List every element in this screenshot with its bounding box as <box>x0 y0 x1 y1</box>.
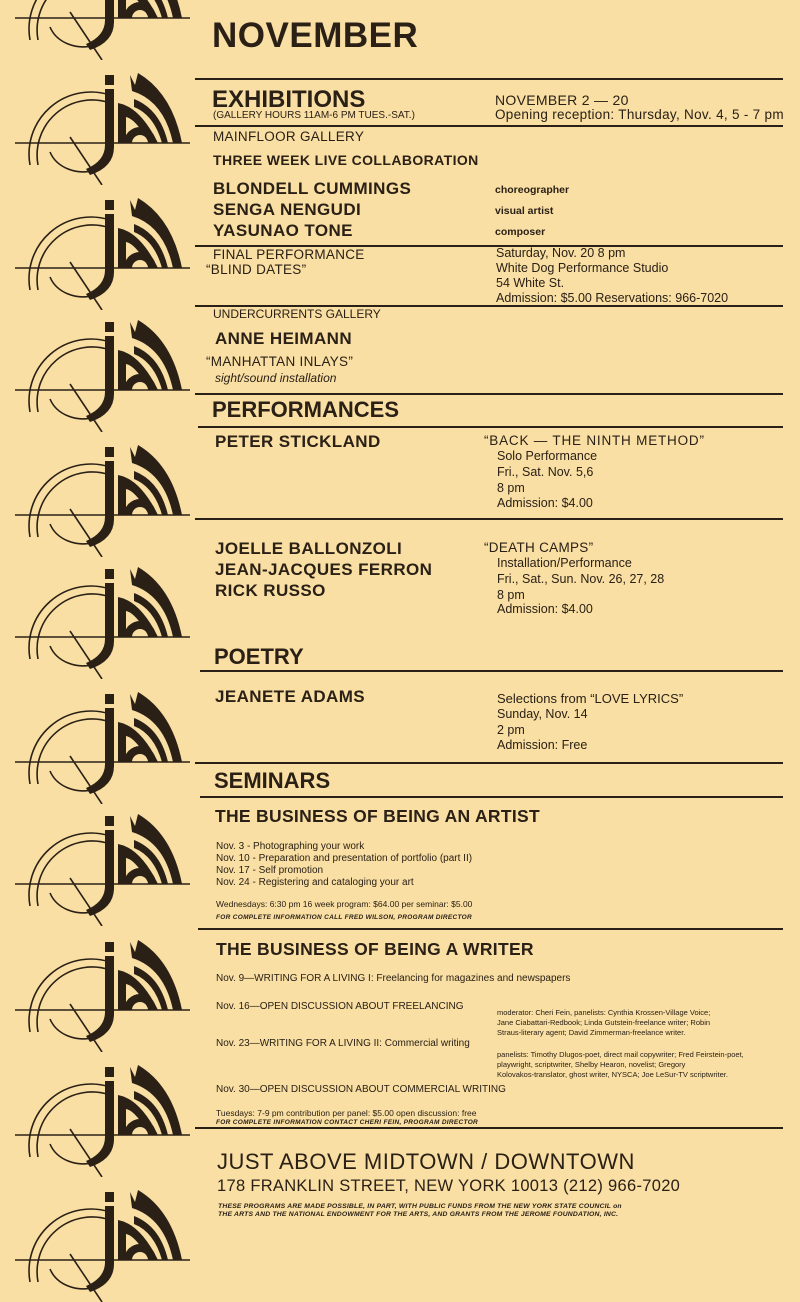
seminar-session: Nov. 9—WRITING FOR A LIVING I: Freelancing for magazines and newspapers <box>216 973 571 984</box>
final-detail: Admission: $5.00 Reservations: 966-7020 <box>496 291 729 305</box>
artist-name: JOELLE BALLONZOLI <box>215 539 403 558</box>
artist-role: visual artist <box>495 205 554 217</box>
seminar-series-title: THE BUSINESS OF BEING A WRITER <box>216 939 534 959</box>
divider <box>200 670 783 672</box>
jam-logo-icon <box>10 922 190 1052</box>
seminar-session: Nov. 16—OPEN DISCUSSION ABOUT FREELANCING <box>216 1001 464 1012</box>
page-title: NOVEMBER <box>212 16 419 55</box>
artist-name: JEANETE ADAMS <box>215 687 366 706</box>
poetry-detail: Admission: Free <box>497 738 588 752</box>
performance-detail: Fri., Sat., Sun. Nov. 26, 27, 28 <box>497 572 665 586</box>
final-performance-title: “BLIND DATES” <box>206 262 307 277</box>
jam-logo-icon <box>10 549 190 679</box>
seminar-session: Nov. 23—WRITING FOR A LIVING II: Commercial writing <box>216 1038 470 1049</box>
collaboration-title: THREE WEEK LIVE COLLABORATION <box>213 152 479 168</box>
section-title-poetry: POETRY <box>214 644 304 669</box>
section-title-performances: PERFORMANCES <box>212 397 400 422</box>
divider <box>198 426 783 428</box>
funding-line: THESE PROGRAMS ARE MADE POSSIBLE, IN PART, WITH PUBLIC FUNDS FROM THE NEW YORK STATE COUNCIL on <box>218 1203 622 1210</box>
jam-logo-icon <box>10 0 190 60</box>
artist-role: choreographer <box>495 184 570 196</box>
jam-logo-icon <box>10 180 190 310</box>
seminar-series-title: THE BUSINESS OF BEING AN ARTIST <box>215 806 540 826</box>
divider <box>195 125 783 127</box>
artist-name: BLONDELL CUMMINGS <box>213 179 412 198</box>
divider <box>195 762 783 764</box>
seminar-contact: FOR COMPLETE INFORMATION CONTACT CHERI FEIN, PROGRAM DIRECTOR <box>216 1119 479 1126</box>
final-detail: Saturday, Nov. 20 8 pm <box>496 246 626 260</box>
funding-credit <box>218 1203 622 1219</box>
artist-role: composer <box>495 226 546 238</box>
jam-logo-icon <box>10 55 190 185</box>
seminar-contact: FOR COMPLETE INFORMATION CALL FRED WILSON, PROGRAM DIRECTOR <box>216 914 473 921</box>
divider <box>195 1127 783 1129</box>
panel-info: Jane Ciabattari-Redbook; Linda Gutstein-freelance writer; Robin <box>497 1018 711 1027</box>
jam-logo-icon <box>10 1172 190 1302</box>
performance-title: “DEATH CAMPS” <box>484 540 594 555</box>
seminar-schedule: Wednesdays: 6:30 pm 16 week program: $64.00 per seminar: $5.00 <box>216 899 473 909</box>
final-performance-label: FINAL PERFORMANCE <box>213 247 365 262</box>
jam-logo-icon <box>10 427 190 557</box>
divider <box>195 78 783 80</box>
jam-logo-icon <box>10 302 190 432</box>
final-detail: 54 White St. <box>496 276 565 290</box>
seminar-session: Nov. 10 - Preparation and presentation of portfolio (part II) <box>216 853 473 864</box>
jam-logo-icon <box>10 796 190 926</box>
performance-detail: 8 pm <box>497 481 525 495</box>
seminar-schedule: Tuesdays: 7-9 pm contribution per panel: $5.00 open discussion: free <box>216 1108 477 1118</box>
artist-name: PETER STICKLAND <box>215 432 381 451</box>
poetry-detail: Selections from “LOVE LYRICS” <box>497 691 684 706</box>
artist-name: RICK RUSSO <box>215 581 326 600</box>
performance-detail: 8 pm <box>497 588 525 602</box>
artist-name: YASUNAO TONE <box>213 221 353 240</box>
installation-type: sight/sound installation <box>215 371 337 385</box>
gallery-hours: (GALLERY HOURS 11AM-6 PM TUES.-SAT.) <box>213 110 415 121</box>
panel-info: Straus-literary agent; David Zimmerman-freelance writer. <box>497 1028 686 1037</box>
jam-logo-icon <box>10 674 190 804</box>
section-title-exhibitions: EXHIBITIONS <box>212 86 366 113</box>
divider <box>195 393 783 395</box>
seminar-session: Nov. 24 - Registering and cataloging your art <box>216 877 414 888</box>
organization-name: JUST ABOVE MIDTOWN / DOWNTOWN <box>217 1149 635 1174</box>
artist-name: JEAN-JACQUES FERRON <box>215 560 433 579</box>
performance-detail: Solo Performance <box>497 449 598 463</box>
organization-address: 178 FRANKLIN STREET, NEW YORK 10013 (212) 966-7020 <box>217 1177 681 1195</box>
gallery-label: MAINFLOOR GALLERY <box>213 129 365 144</box>
jam-logo-icon <box>10 1047 190 1177</box>
final-detail: White Dog Performance Studio <box>496 261 669 275</box>
installation-title: “MANHATTAN INLAYS” <box>206 354 354 369</box>
artist-name: ANNE HEIMANN <box>215 329 353 348</box>
divider <box>198 928 783 930</box>
poetry-detail: Sunday, Nov. 14 <box>497 707 588 721</box>
performance-title: “BACK — THE NINTH METHOD” <box>484 433 705 448</box>
gallery-label: UNDERCURRENTS GALLERY <box>213 307 381 321</box>
performance-detail: Admission: $4.00 <box>497 602 593 616</box>
panel-info: moderator: Cheri Fein, panelists: Cynthia Krossen-Village Voice; <box>497 1008 711 1017</box>
artist-name: SENGA NENGUDI <box>213 200 362 219</box>
seminar-session: Nov. 3 - Photographing your work <box>216 841 365 852</box>
panel-info: playwright, scriptwriter, Shelby Hearon, novelist; Gregory <box>497 1060 686 1069</box>
divider <box>195 518 783 520</box>
funding-line: THE ARTS AND THE NATIONAL ENDOWMENT FOR THE ARTS, AND GRANTS FROM THE JEROME FOUNDATION, INC. <box>218 1211 619 1218</box>
performance-detail: Admission: $4.00 <box>497 496 593 510</box>
section-title-seminars: SEMINARS <box>214 768 331 793</box>
seminar-session: Nov. 30—OPEN DISCUSSION ABOUT COMMERCIAL WRITING <box>216 1084 506 1095</box>
opening-reception: Opening reception: Thursday, Nov. 4, 5 - 7 pm <box>495 107 784 122</box>
seminar-session: Nov. 17 - Self promotion <box>216 865 324 876</box>
poetry-detail: 2 pm <box>497 723 525 737</box>
performance-detail: Installation/Performance <box>497 556 632 570</box>
divider <box>200 796 783 798</box>
panel-info: panelists: Timothy Dlugos-poet, direct mail copywriter; Fred Feirstein-poet, <box>497 1050 744 1059</box>
panel-info: Kolovakos-translator, ghost writer, NYSCA; Joe LeSur-TV scriptwriter. <box>497 1070 728 1079</box>
exhibition-dates: NOVEMBER 2 — 20 <box>495 92 629 108</box>
performance-detail: Fri., Sat. Nov. 5,6 <box>497 465 594 479</box>
